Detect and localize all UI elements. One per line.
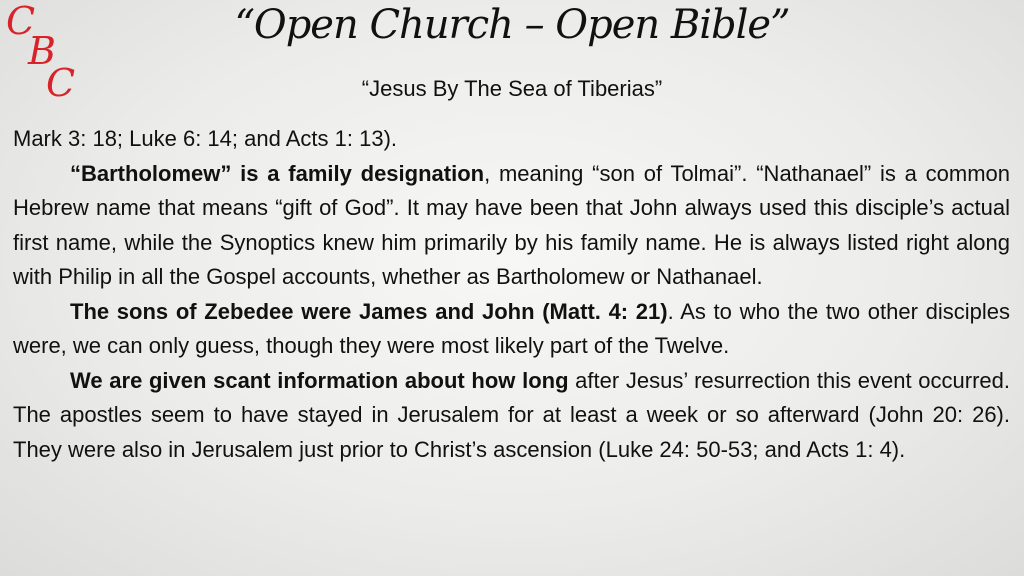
paragraph-2-text: , meaning “son of Tolmai”. “Nathanael” is a common Hebrew name that means “gift of God”. It may have been that John always used this disciple’s actual first name, while the Synoptics knew him primarily by his family name. He is always listed right along with Philip in all the Gospel accounts, whether as Bartholomew or Nathanael. [13,160,1010,289]
paragraph-1-text: Mark 3: 18; Luke 6: 14; and Acts 1: 13). [13,126,398,151]
page-subtitle: “Jesus By The Sea of Tiberias” [361,76,663,101]
paragraph-1 [13,122,1010,157]
paragraph-4-bold: We are given scant information about how long [70,367,569,393]
paragraph-3-text: . As to who the two other disciples were, we can only guess, though they were most likely part of the Twelve. [13,298,1010,358]
paragraph-2-bold: “Bartholomew” is a family designation [70,160,485,186]
logo-letter-c2: C [46,61,76,105]
paragraph-3-bold: The sons of Zebedee were James and John (Matt. 4: 21) [70,298,668,324]
paragraph-4 [13,364,1010,468]
paragraph-2 [13,157,1010,295]
logo-letter-c1: C [6,0,36,43]
paragraph-3 [13,295,1010,364]
page-title: “Open Church – Open Bible” [234,2,790,48]
logo-letter-b: B [28,29,56,73]
body-text [13,122,1010,467]
paragraph-4-text: after Jesus’ resurrection this event occurred. The apostles seem to have stayed in Jerusalem for at least a week or so afterward (John 20: 26). They were also in Jerusalem just prior to Christ’s ascension (Luke 24: 50-53; and Acts 1: 4). [13,367,1010,462]
